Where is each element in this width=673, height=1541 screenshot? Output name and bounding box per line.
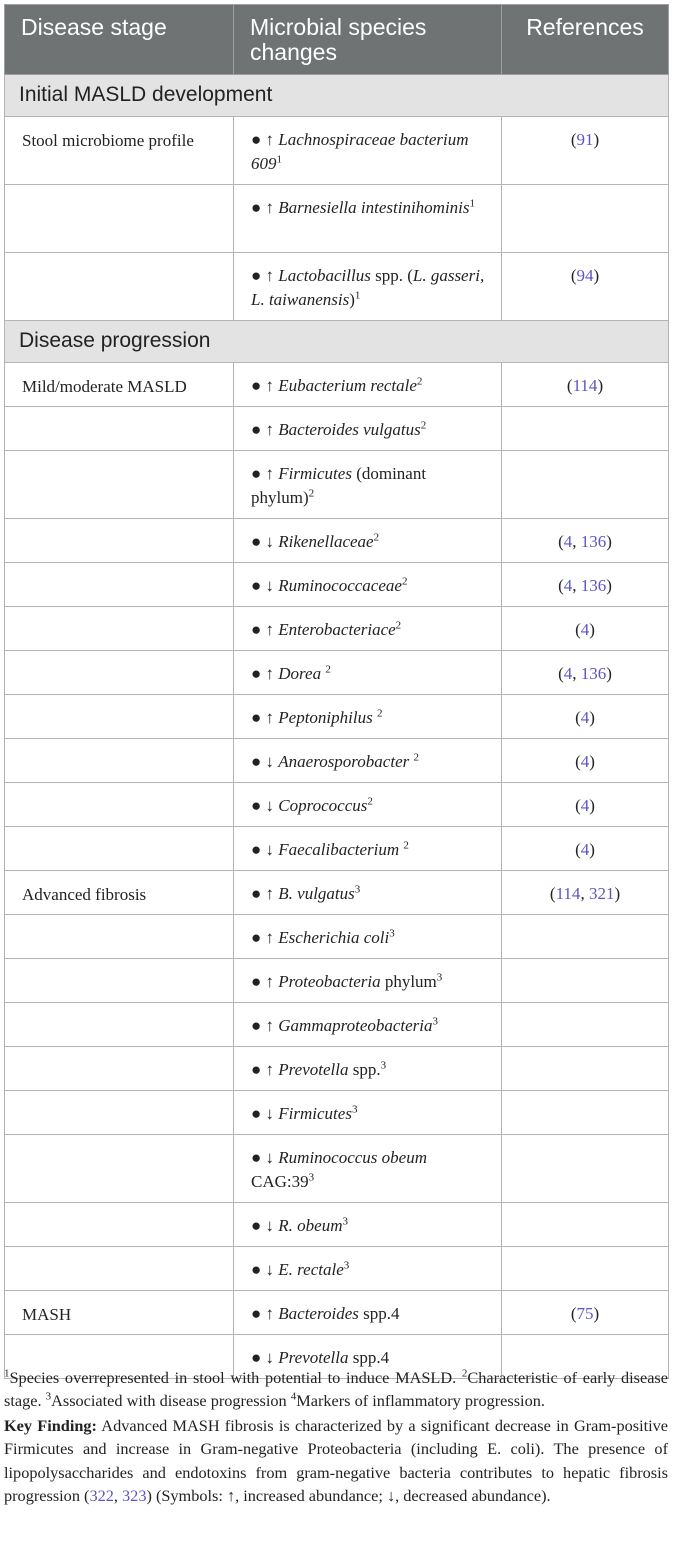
abundance-arrow-icon: ↑ <box>265 198 275 217</box>
abundance-arrow-icon: ↓ <box>265 1348 275 1367</box>
header-disease-stage: Disease stage <box>5 5 234 75</box>
references-cell <box>502 451 669 519</box>
abundance-arrow-icon: ↓ <box>265 752 275 771</box>
key-finding-text: Advanced MASH fibrosis is characterized by a significant decrease in Gram-positive Firmicutes and increase in Gram-negative Proteobacteria (including E. coli). The presence of lipopolysaccharides and endotoxins from gram-negative bacteria contributes to hepatic fibrosis progression ( <box>4 1415 669 1506</box>
footnote-marker: 3 <box>343 1259 350 1272</box>
species-cell <box>234 1203 502 1247</box>
abundance-arrow-icon: ↑ <box>265 1016 275 1035</box>
bullet-icon: ● <box>251 1348 262 1367</box>
ref-link[interactable]: 114 <box>555 884 581 903</box>
disease-stage-cell <box>5 959 234 1003</box>
bullet-icon: ● <box>251 266 262 285</box>
species-cell <box>234 959 502 1003</box>
disease-stage-cell <box>5 1203 234 1247</box>
bullet-icon: ● <box>251 532 262 551</box>
section-row <box>5 75 669 117</box>
ref-link[interactable]: 4 <box>580 708 590 727</box>
species-qualifier: spp. <box>348 1060 381 1079</box>
ref-link[interactable]: 94 <box>576 266 594 285</box>
species-name: Firmicutes <box>278 1104 352 1123</box>
bullet-icon: ● <box>251 1260 262 1279</box>
ref-link[interactable]: 136 <box>580 664 607 683</box>
abundance-arrow-icon: ↓ <box>265 1260 275 1279</box>
species-cell <box>234 1135 502 1203</box>
species-name: Escherichia coli <box>278 928 390 947</box>
disease-stage-cell <box>5 519 234 563</box>
references-cell: (4) <box>502 695 669 739</box>
references-cell: (4, 136) <box>502 651 669 695</box>
disease-stage-cell <box>5 185 234 253</box>
table-row <box>5 739 669 783</box>
ref-link[interactable]: 75 <box>576 1304 594 1323</box>
footnote-sup-3: 3 <box>45 1390 52 1403</box>
table-row <box>5 519 669 563</box>
references-cell <box>502 185 669 253</box>
disease-stage-cell <box>5 695 234 739</box>
footnote-marker: 1 <box>276 153 282 166</box>
table-row <box>5 451 669 519</box>
species-cell <box>234 871 502 915</box>
species-name: E. rectale <box>278 1260 344 1279</box>
footnote-marker: 3 <box>308 1171 315 1184</box>
footnote-marker: 2 <box>373 531 380 544</box>
disease-stage-cell <box>5 407 234 451</box>
species-cell <box>234 1247 502 1291</box>
table-row <box>5 407 669 451</box>
species-cell <box>234 695 502 739</box>
abundance-arrow-icon: ↑ <box>265 266 275 285</box>
table-row <box>5 783 669 827</box>
footnote-marker: 3 <box>351 1103 358 1116</box>
section-row <box>5 321 669 363</box>
species-cell <box>234 783 502 827</box>
references-cell <box>502 1091 669 1135</box>
species-qualifier: (dominant phylum) <box>251 464 427 507</box>
footnote-marker: 3 <box>432 1015 439 1028</box>
bullet-icon: ● <box>251 376 262 395</box>
ref-link[interactable]: 4 <box>580 752 590 771</box>
abundance-arrow-icon: ↓ <box>265 1216 275 1235</box>
references-cell: (114) <box>502 363 669 407</box>
references-cell <box>502 915 669 959</box>
bullet-icon: ● <box>251 840 262 859</box>
species-name: Ruminococcaceae <box>278 576 402 595</box>
abundance-arrow-icon: ↑ <box>265 928 275 947</box>
references-cell: (4, 136) <box>502 563 669 607</box>
abundance-arrow-icon: ↑ <box>265 420 275 439</box>
abundance-arrow-icon: ↑ <box>265 464 275 483</box>
footnote-4: Markers of inflammatory progression. <box>296 1391 545 1411</box>
abundance-arrow-icon: ↑ <box>265 1060 275 1079</box>
key-finding: Key Finding: Advanced MASH fibrosis is characterized by a significant decrease in Gram-positive Firmicutes and increase in Gram-negative Proteobacteria (including E. coli). The presence of lipopolysaccharides and endotoxins from gram-negative bacteria contributes to hepatic fibrosis progression (322, 323) (Symbols: ↑, increased abundance; ↓, decreased abundance). <box>4 1415 669 1506</box>
footnote-3: Associated with disease progression <box>51 1391 291 1411</box>
species-name: L. gasseri, L. taiwanensis <box>251 266 485 309</box>
footnote-sup-4: 4 <box>290 1390 297 1403</box>
disease-stage-cell <box>5 607 234 651</box>
disease-stage-cell <box>5 783 234 827</box>
bullet-icon: ● <box>251 1060 262 1079</box>
abundance-arrow-icon: ↑ <box>265 376 275 395</box>
disease-stage-cell: MASH <box>5 1291 234 1335</box>
abundance-arrow-icon: ↑ <box>265 1304 275 1323</box>
references-cell: (94) <box>502 253 669 321</box>
bullet-icon: ● <box>251 752 262 771</box>
disease-stage-cell <box>5 651 234 695</box>
abundance-arrow-icon: ↓ <box>265 576 275 595</box>
species-cell <box>234 253 502 321</box>
species-name: Coprococcus <box>278 796 368 815</box>
ref-link[interactable]: 4 <box>563 576 573 595</box>
references-cell <box>502 1247 669 1291</box>
species-name: Faecalibacterium <box>278 840 400 859</box>
disease-stage-cell <box>5 1247 234 1291</box>
species-name: Proteobacteria <box>278 972 381 991</box>
references-cell <box>502 1203 669 1247</box>
bullet-icon: ● <box>251 576 262 595</box>
table-row <box>5 1003 669 1047</box>
bullet-icon: ● <box>251 664 262 683</box>
table-row <box>5 607 669 651</box>
table-row <box>5 363 669 407</box>
abundance-arrow-icon: ↓ <box>265 1148 275 1167</box>
disease-stage-cell <box>5 827 234 871</box>
species-cell <box>234 607 502 651</box>
footnote-marker: 1 <box>354 289 361 302</box>
ref-link[interactable]: 114 <box>572 376 598 395</box>
footnote-marker: 2 <box>367 795 373 808</box>
references-cell <box>502 959 669 1003</box>
species-qualifier: ) <box>349 290 355 309</box>
species-cell <box>234 519 502 563</box>
species-cell <box>234 1047 502 1091</box>
species-name: Ruminococcus obeum <box>278 1148 427 1167</box>
species-cell <box>234 451 502 519</box>
references-cell: (4) <box>502 607 669 651</box>
disease-stage-cell: Mild/moderate MASLD <box>5 363 234 407</box>
species-cell <box>234 915 502 959</box>
disease-stage-cell <box>5 915 234 959</box>
species-cell <box>234 827 502 871</box>
species-name: Bacteroides vulgatus <box>278 420 421 439</box>
key-finding-text-end: ) (Symbols: ↑, increased abundance; ↓, decreased abundance). <box>146 1486 551 1506</box>
footnote-marker: 2 <box>376 707 383 720</box>
footnote-marker: 3 <box>354 883 361 896</box>
bullet-icon: ● <box>251 1148 262 1167</box>
species-cell <box>234 563 502 607</box>
table-row <box>5 695 669 739</box>
ref-link[interactable]: 323 <box>122 1486 147 1506</box>
bullet-icon: ● <box>251 708 262 727</box>
species-name: Barnesiella intestinihominis <box>278 198 470 217</box>
ref-link[interactable]: 321 <box>588 884 615 903</box>
species-name: Lactobacillus <box>278 266 371 285</box>
footnote-marker: 2 <box>325 663 331 676</box>
abundance-arrow-icon: ↓ <box>265 840 275 859</box>
ref-link[interactable]: 4 <box>580 796 590 815</box>
species-cell <box>234 1003 502 1047</box>
species-cell <box>234 185 502 253</box>
disease-stage-cell: Advanced fibrosis <box>5 871 234 915</box>
footnote-marker: 2 <box>395 619 402 632</box>
species-name: Peptoniphilus <box>278 708 373 727</box>
table-row <box>5 1203 669 1247</box>
species-name: Gammaproteobacteria <box>278 1016 433 1035</box>
species-name: Prevotella <box>278 1348 349 1367</box>
ref-link[interactable]: 4 <box>580 840 590 859</box>
disease-stage-cell <box>5 451 234 519</box>
species-cell <box>234 1291 502 1335</box>
ref-link[interactable]: 322 <box>89 1486 114 1506</box>
abundance-arrow-icon: ↑ <box>265 972 275 991</box>
table-row <box>5 1135 669 1203</box>
disease-stage-cell <box>5 563 234 607</box>
footnote-marker: 2 <box>420 419 427 432</box>
table-row <box>5 1291 669 1335</box>
species-name: Firmicutes <box>278 464 352 483</box>
ref-link[interactable]: 4 <box>580 620 590 639</box>
bullet-icon: ● <box>251 1216 262 1235</box>
bullet-icon: ● <box>251 1016 262 1035</box>
abundance-arrow-icon: ↓ <box>265 532 275 551</box>
abundance-arrow-icon: ↓ <box>265 796 275 815</box>
header-microbial-species: Microbial species changes <box>234 5 502 75</box>
key-finding-label: Key Finding: <box>4 1415 97 1435</box>
species-name: B. vulgatus <box>278 884 355 903</box>
species-cell <box>234 407 502 451</box>
table-row <box>5 185 669 253</box>
footnote-sup-2: 2 <box>461 1367 468 1380</box>
species-name: Bacteroides <box>278 1304 359 1323</box>
section-title: Initial MASLD development <box>5 75 669 117</box>
bullet-icon: ● <box>251 464 262 483</box>
table-row <box>5 117 669 185</box>
references-cell <box>502 1135 669 1203</box>
bullet-icon: ● <box>251 1304 262 1323</box>
bullet-icon: ● <box>251 130 262 149</box>
references-cell: (4) <box>502 827 669 871</box>
footnote-sup-1: 1 <box>4 1367 10 1380</box>
species-cell <box>234 117 502 185</box>
references-cell: (91) <box>502 117 669 185</box>
table-row <box>5 1047 669 1091</box>
abundance-arrow-icon: ↓ <box>265 1104 275 1123</box>
ref-link[interactable]: 4 <box>563 664 573 683</box>
species-name: Rikenellaceae <box>278 532 374 551</box>
footnote-marker: 2 <box>413 751 419 764</box>
references-cell: (4, 136) <box>502 519 669 563</box>
bullet-icon: ● <box>251 1104 262 1123</box>
footnote-marker: 3 <box>436 971 443 984</box>
species-qualifier: spp. ( <box>370 266 413 285</box>
disease-stage-cell <box>5 1091 234 1135</box>
bullet-icon: ● <box>251 928 262 947</box>
footnote-marker: 3 <box>342 1215 348 1228</box>
species-cell <box>234 651 502 695</box>
footnote-marker: 3 <box>389 927 395 940</box>
disease-stage-cell: Stool microbiome profile <box>5 117 234 185</box>
abundance-arrow-icon: ↑ <box>265 130 275 149</box>
table-footnotes <box>4 1366 668 1507</box>
bullet-icon: ● <box>251 884 262 903</box>
abundance-arrow-icon: ↑ <box>265 884 275 903</box>
bullet-icon: ● <box>251 796 262 815</box>
microbiome-table <box>4 4 669 1379</box>
species-qualifier: spp.4 <box>348 1348 390 1367</box>
references-cell <box>502 1047 669 1091</box>
species-cell <box>234 1091 502 1135</box>
header-references: References <box>502 5 669 75</box>
ref-link[interactable]: 91 <box>576 130 594 149</box>
table-row <box>5 871 669 915</box>
table-row <box>5 827 669 871</box>
ref-link[interactable]: 136 <box>580 532 607 551</box>
species-qualifier: CAG:39 <box>251 1172 309 1191</box>
footnote-marker: 3 <box>380 1059 387 1072</box>
species-name: Eubacterium rectale <box>278 376 417 395</box>
footnote-marker: 2 <box>401 575 408 588</box>
table-header-row <box>5 5 669 75</box>
species-name: R. obeum <box>278 1216 343 1235</box>
bullet-icon: ● <box>251 620 262 639</box>
table-body <box>5 75 669 1379</box>
section-title: Disease progression <box>5 321 669 363</box>
species-qualifier: spp.4 <box>358 1304 400 1323</box>
species-name: Anaerosporobacter <box>278 752 410 771</box>
species-name: Lachnospiraceae bacterium 609 <box>251 130 469 173</box>
table-row <box>5 1091 669 1135</box>
disease-stage-cell <box>5 253 234 321</box>
disease-stage-cell <box>5 1047 234 1091</box>
table-row <box>5 959 669 1003</box>
table-row <box>5 915 669 959</box>
table-row <box>5 563 669 607</box>
references-cell: (4) <box>502 739 669 783</box>
table-row <box>5 1247 669 1291</box>
bullet-icon: ● <box>251 198 262 217</box>
species-name: Dorea <box>278 664 322 683</box>
disease-stage-cell <box>5 1003 234 1047</box>
footnote-marker: 2 <box>308 487 315 500</box>
abundance-arrow-icon: ↑ <box>265 664 275 683</box>
species-name: Prevotella <box>278 1060 349 1079</box>
species-name: Enterobacteriace <box>278 620 396 639</box>
bullet-icon: ● <box>251 972 262 991</box>
footnote-1: Species overrepresented in stool with potential to induce MASLD. <box>9 1368 462 1387</box>
references-cell: (114, 321) <box>502 871 669 915</box>
footnote-marker: 1 <box>469 197 476 210</box>
ref-link[interactable]: 136 <box>580 576 607 595</box>
disease-stage-cell <box>5 1135 234 1203</box>
ref-link[interactable]: 4 <box>563 532 573 551</box>
footnote-marker: 2 <box>416 375 423 388</box>
species-cell <box>234 739 502 783</box>
footnote-markers <box>4 1366 668 1413</box>
abundance-arrow-icon: ↑ <box>265 620 275 639</box>
footnote-marker: 2 <box>403 839 409 852</box>
table-row <box>5 651 669 695</box>
disease-stage-cell <box>5 739 234 783</box>
abundance-arrow-icon: ↑ <box>265 708 275 727</box>
table-row <box>5 253 669 321</box>
footnote-2: Characteristic of early disease stage. <box>4 1368 668 1411</box>
species-cell <box>234 363 502 407</box>
references-cell: (75) <box>502 1291 669 1335</box>
references-cell <box>502 407 669 451</box>
references-cell <box>502 1003 669 1047</box>
bullet-icon: ● <box>251 420 262 439</box>
references-cell: (4) <box>502 783 669 827</box>
species-qualifier: phylum <box>380 972 437 991</box>
